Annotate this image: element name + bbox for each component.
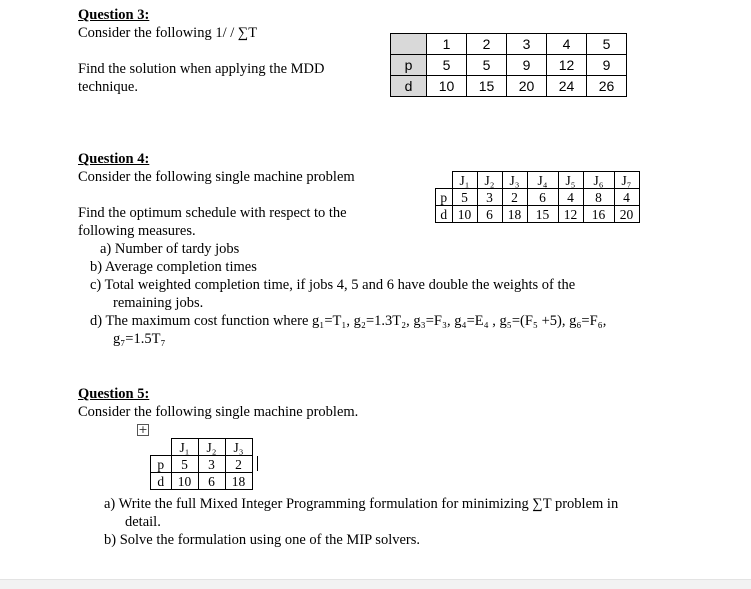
table-cell[interactable]: 5 xyxy=(171,456,198,473)
table-cell: J₇ xyxy=(614,172,639,189)
table-cell: 6 xyxy=(527,189,558,206)
table-cell[interactable]: 6 xyxy=(198,473,225,490)
table-cell[interactable]: 10 xyxy=(171,473,198,490)
table-cell: 4 xyxy=(547,34,587,55)
table-cell[interactable]: J₂ xyxy=(198,439,225,456)
question-4-item-a: a) Number of tardy jobs xyxy=(100,241,240,257)
table-cell: 12 xyxy=(558,206,583,223)
table-cell: 20 xyxy=(614,206,639,223)
table-cell: 9 xyxy=(507,55,547,76)
question-4-item-d: d) The maximum cost function where g₁=T₁, g₂=1.3T₂, g₃=F₃, g₄=E₄ , g₅=(F₅ +5), g₆=F₆, xyxy=(90,313,607,329)
table-row xyxy=(151,473,253,490)
question-4-instruction-line1: Find the optimum schedule with respect to the xyxy=(78,205,347,221)
table-row xyxy=(436,189,640,206)
table-move-handle-icon[interactable]: + xyxy=(138,423,148,436)
row-label: d xyxy=(436,206,453,223)
table-cell: 12 xyxy=(547,55,587,76)
question-5-item-a: a) Write the full Mixed Integer Programming formulation for minimizing ∑T problem in xyxy=(104,496,619,512)
table-cell: 15 xyxy=(467,76,507,97)
text-cursor xyxy=(257,456,258,471)
question-4-item-c-cont: remaining jobs. xyxy=(113,295,204,311)
table-cell: J₁ xyxy=(452,172,477,189)
table-header-row xyxy=(151,439,253,456)
table-cell: 5 xyxy=(467,55,507,76)
table-cell: 9 xyxy=(587,55,627,76)
question-4-item-d-cont: g₇=1.5T₇ xyxy=(113,331,166,347)
table-cell: 10 xyxy=(452,206,477,223)
table-cell[interactable]: 2 xyxy=(225,456,252,473)
table-cell: 6 xyxy=(477,206,502,223)
question-5-item-a-cont: detail. xyxy=(125,514,161,530)
question-5-item-b: b) Solve the formulation using one of the MIP solvers. xyxy=(104,532,421,548)
table-cell[interactable] xyxy=(151,439,172,456)
question-3-table xyxy=(390,33,627,97)
table-cell[interactable]: 18 xyxy=(225,473,252,490)
table-cell[interactable]: J₃ xyxy=(225,439,252,456)
question-5-intro: Consider the following single machine problem. xyxy=(78,404,359,420)
table-cell: 18 xyxy=(502,206,527,223)
table-cell: J₄ xyxy=(527,172,558,189)
table-row xyxy=(151,456,253,473)
table-cell xyxy=(436,172,453,189)
question-3-instruction-line2: technique. xyxy=(78,79,138,95)
table-cell: 16 xyxy=(583,206,614,223)
table-cell: 24 xyxy=(547,76,587,97)
row-label[interactable]: d xyxy=(151,473,172,490)
table-cell: J₂ xyxy=(477,172,502,189)
table-cell: 5 xyxy=(587,34,627,55)
table-cell: J₅ xyxy=(558,172,583,189)
table-cell: 20 xyxy=(507,76,547,97)
question-4-intro: Consider the following single machine problem xyxy=(78,169,355,185)
table-cell: 4 xyxy=(558,189,583,206)
table-cell: 3 xyxy=(507,34,547,55)
table-cell: 5 xyxy=(452,189,477,206)
table-cell: 2 xyxy=(467,34,507,55)
table-cell: 26 xyxy=(587,76,627,97)
table-cell: 4 xyxy=(614,189,639,206)
table-cell: J₆ xyxy=(583,172,614,189)
table-header-row xyxy=(391,34,627,55)
table-row xyxy=(436,206,640,223)
row-label[interactable]: p xyxy=(151,456,172,473)
question-3-instruction-line1: Find the solution when applying the MDD xyxy=(78,61,325,77)
question-5-title: Question 5: xyxy=(78,386,150,402)
table-cell: 2 xyxy=(502,189,527,206)
question-3-title: Question 3: xyxy=(78,7,150,23)
table-row xyxy=(391,76,627,97)
table-cell xyxy=(391,34,427,55)
question-4-title: Question 4: xyxy=(78,151,150,167)
table-cell: 5 xyxy=(427,55,467,76)
question-4-item-c: c) Total weighted completion time, if jobs 4, 5 and 6 have double the weights of the xyxy=(90,277,576,293)
row-label: p xyxy=(391,55,427,76)
table-cell[interactable]: 3 xyxy=(198,456,225,473)
row-label: p xyxy=(436,189,453,206)
question-5-table[interactable] xyxy=(150,438,253,490)
table-cell[interactable]: J₁ xyxy=(171,439,198,456)
table-cell: 15 xyxy=(527,206,558,223)
table-header-row xyxy=(436,172,640,189)
table-cell: 3 xyxy=(477,189,502,206)
question-4-item-b: b) Average completion times xyxy=(90,259,257,275)
table-cell: 1 xyxy=(427,34,467,55)
table-row xyxy=(391,55,627,76)
question-4-instruction-line2: following measures. xyxy=(78,223,196,239)
table-cell: J₃ xyxy=(502,172,527,189)
question-3-intro: Consider the following 1/ / ∑T xyxy=(78,25,258,41)
table-cell: 10 xyxy=(427,76,467,97)
question-4-table xyxy=(435,171,640,223)
row-label: d xyxy=(391,76,427,97)
table-cell: 8 xyxy=(583,189,614,206)
